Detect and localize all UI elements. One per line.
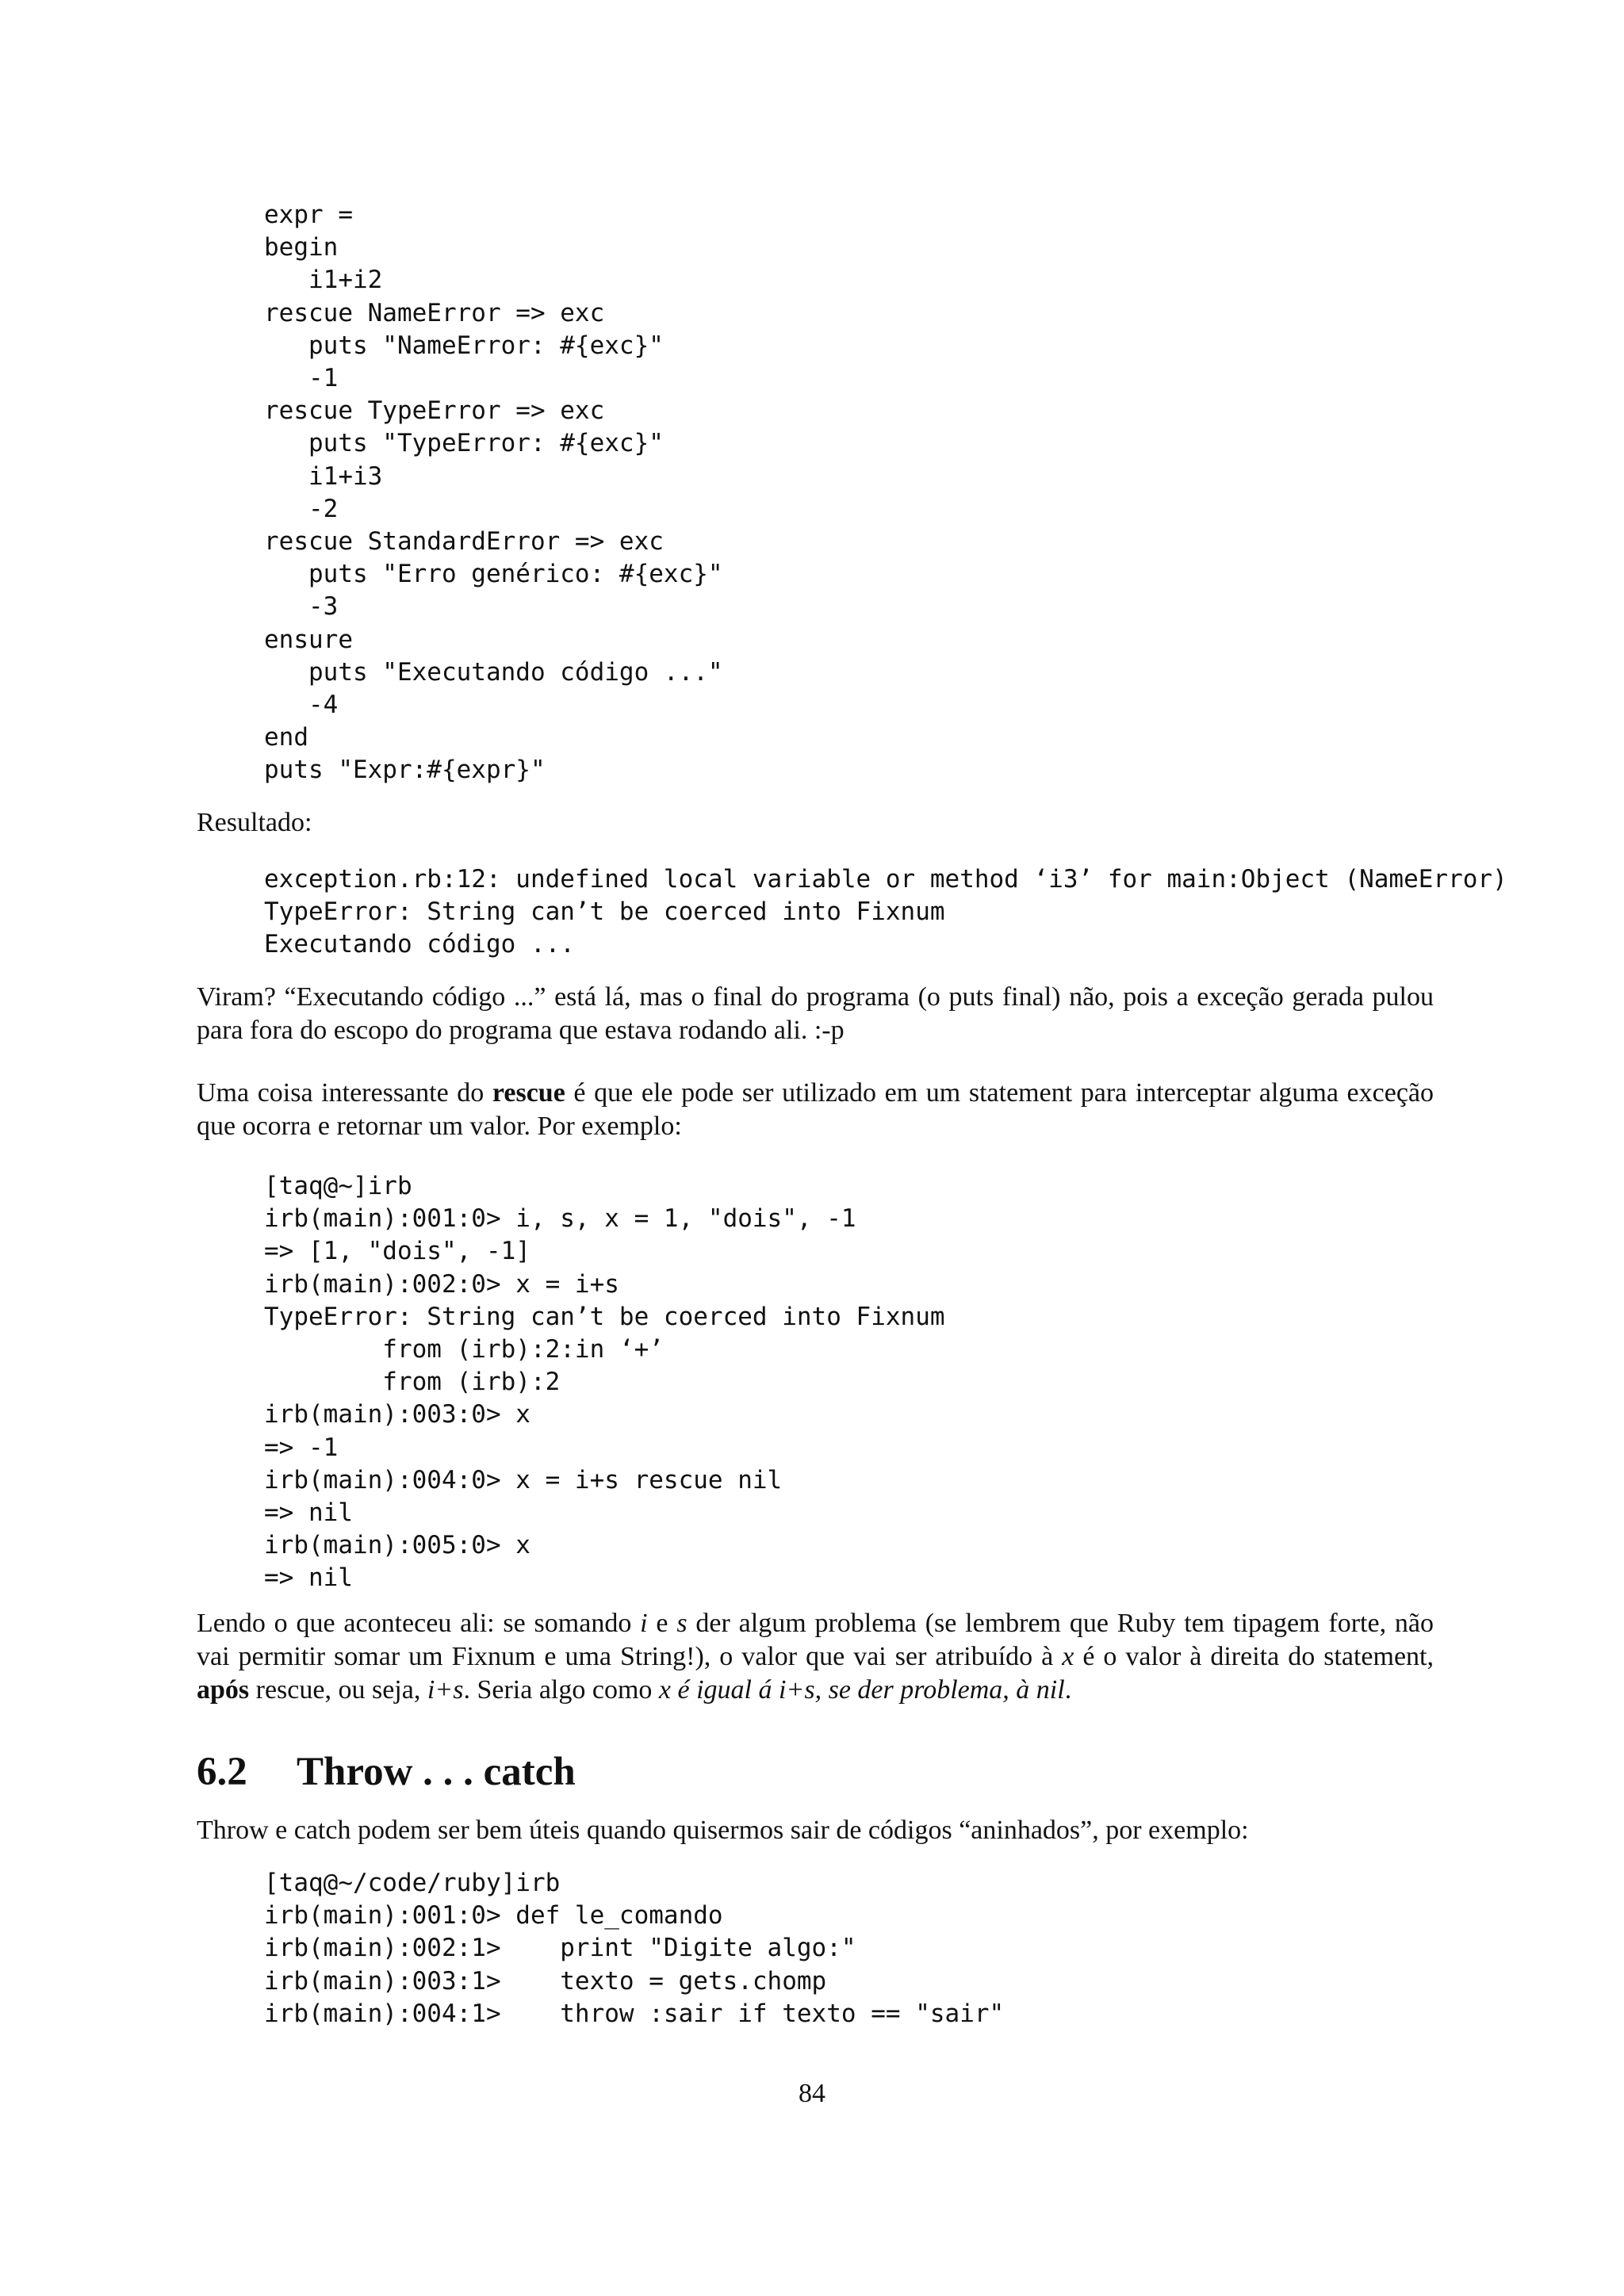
section-title: Throw . . . catch bbox=[297, 1750, 576, 1794]
section-heading bbox=[197, 1748, 576, 1796]
keyword-rescue: rescue bbox=[492, 1078, 565, 1108]
paragraph-rescue-explanation: Lendo o que aconteceu ali: se somando i e s der algum problema (se lembrem que Ruby tem tipagem forte, não vai permitir somar um Fixnum e uma String!), o valor que vai ser atribuído à x é o valor à direita do statement, após rescue, ou seja, i+s. Seria algo como x é igual á i+s, se der problema, à nil. bbox=[197, 1609, 1434, 1705]
paragraph-throw-catch-intro: Throw e catch podem ser bem úteis quando quisermos sair de códigos “aninhados”, por exemplo: bbox=[197, 1816, 1249, 1845]
code-block-exception-handling: expr = begin i1+i2 rescue NameError => exc puts "NameError: #{exc}" -1 rescue TypeError => exc puts "TypeError: #{exc}" i1+i3 -2 rescue StandardError => exc puts "Erro genérico: #{exc}" -3 ensure puts "Executando código ..." -4 end puts "Expr:#{expr}" bbox=[264, 201, 723, 785]
code-block-throw-catch-example: [taq@~/code/ruby]irb irb(main):001:0> def le_comando irb(main):002:1> print "Digite algo:" irb(main):003:1> texto = gets.chomp irb(main):004:1> throw :sair if texto == "sair" bbox=[264, 1869, 1005, 2028]
result-label: Resultado: bbox=[197, 808, 312, 837]
code-block-irb-rescue-example: [taq@~]irb irb(main):001:0> i, s, x = 1, "dois", -1 => [1, "dois", -1] irb(main):002:0> x = i+s TypeError: String can’t be coerced into Fixnum from (irb):2:in ‘+’ from (irb):2 irb(main):003:0> x => -1 irb(main):004:0> x = i+s rescue nil => nil irb(main):005:0> x => nil bbox=[264, 1172, 945, 1593]
page-number: 84 bbox=[799, 2079, 825, 2108]
section-number: 6.2 bbox=[197, 1750, 247, 1794]
code-block-result-output: exception.rb:12: undefined local variable or method ‘i3’ for main:Object (NameError) TypeError: String can’t be coerced into Fixnum Executando código ... bbox=[264, 865, 1507, 959]
paragraph-ensure-explanation: Viram? “Executando código ...” está lá, mas o final do programa (o puts final) não, pois a exceção gerada pulou para fora do escopo do programa que estava rodando ali. :-p bbox=[197, 982, 1434, 1045]
paragraph-rescue-statement: Uma coisa interessante do rescue é que ele pode ser utilizado em um statement para interceptar alguma exceção que ocorra e retornar um valor. Por exemplo: bbox=[197, 1078, 1434, 1141]
